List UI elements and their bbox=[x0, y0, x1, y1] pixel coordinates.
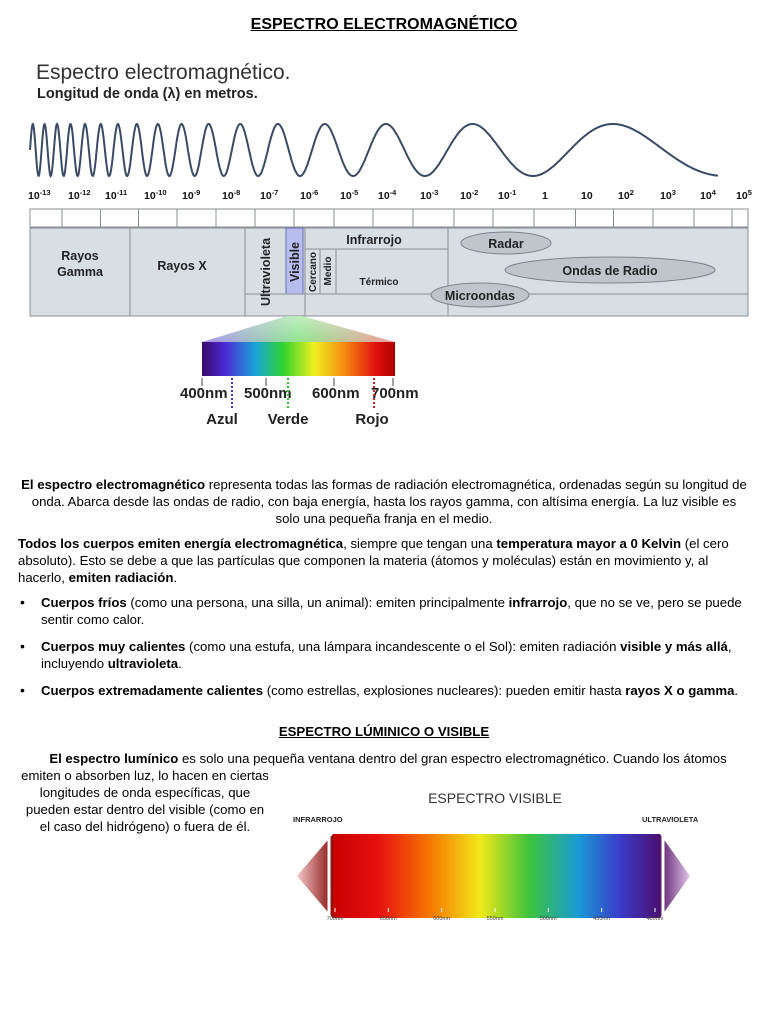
region-infrared: Infrarrojo bbox=[346, 233, 402, 247]
figure-title: Espectro electromagnético. bbox=[36, 61, 291, 84]
p2-text-2: (el cero absoluto). Esto se debe a que las partículas que componen la materia (átomos y moléculas) están en movimiento y, al hacerlo, bbox=[18, 536, 729, 585]
region-uv: Ultravioleta bbox=[259, 237, 273, 307]
visible-tick-label: 600nm bbox=[433, 916, 451, 922]
tick-label: 10 bbox=[581, 190, 593, 202]
visible-spectrum-band bbox=[333, 834, 660, 918]
item-bold-2: visible y más allá bbox=[620, 639, 728, 654]
tick-label: 1 bbox=[542, 190, 548, 202]
item-bold-1: Cuerpos fríos bbox=[41, 595, 127, 610]
tick-label: $10^{-11}$ bbox=[105, 188, 128, 202]
item-bold-3: ultravioleta bbox=[107, 656, 179, 671]
intro-text: representa todas las formas de radiación electromagnética, ordenadas según su longitud de onda. Abarca desde las ondas de radio, con baja energía, hasta los rayos gamma, con altísima energía. La luz visible es solo una pequeña franja en el medio. bbox=[31, 477, 747, 526]
tick-label: $10^{-6}$ bbox=[300, 188, 319, 202]
color-verde: Verde bbox=[267, 411, 309, 428]
visible-tick-label: 550nm bbox=[486, 916, 504, 922]
p2-bold-3: emiten radiación bbox=[68, 570, 174, 585]
color-azul: Azul bbox=[206, 411, 238, 428]
item-text-2: , que no se ve, pero se puede sentir como calor. bbox=[41, 595, 742, 627]
visible-tick-label: 450nm bbox=[593, 916, 611, 922]
item-text-1: (como estrellas, explosiones nucleares): pueden emitir hasta bbox=[263, 683, 626, 698]
list-item bbox=[18, 682, 750, 699]
p2-text-1: , siempre que tengan una bbox=[343, 536, 497, 551]
nm-label: 400nm bbox=[180, 385, 228, 402]
item-text-2: , incluyendo bbox=[41, 639, 732, 671]
item-bold-1: Cuerpos extremadamente calientes bbox=[41, 683, 264, 698]
visible-rainbow bbox=[202, 342, 395, 376]
visible-tick-label: 650nm bbox=[379, 916, 397, 922]
nm-label: 600nm bbox=[312, 385, 360, 402]
p2-bold-1: Todos los cuerpos emiten energía electromagnética bbox=[18, 536, 344, 551]
intro-bold: El espectro electromagnético bbox=[21, 477, 206, 492]
tick-label: $10^{-7}$ bbox=[260, 188, 279, 202]
section-subtitle: ESPECTRO LÚMINICO O VISIBLE bbox=[278, 724, 490, 739]
visible-spectrum-figure bbox=[285, 784, 705, 924]
tick-label: $10^{-9}$ bbox=[182, 188, 201, 202]
item-bold-2: rayos X o gamma bbox=[625, 683, 735, 698]
wavelength-ticks bbox=[28, 188, 752, 202]
nm-labels bbox=[180, 378, 419, 402]
item-text-1: (como una estufa, una lámpara incandescente o el Sol): emiten radiación bbox=[185, 639, 621, 654]
electromagnetic-spectrum-figure bbox=[20, 52, 755, 442]
tick-label: $10^3$ bbox=[660, 188, 676, 202]
intro-paragraph bbox=[18, 476, 750, 527]
visible-tick-label: 500nm bbox=[539, 916, 557, 922]
region-mid-ir: Medio bbox=[323, 256, 334, 286]
region-radio: Ondas de Radio bbox=[562, 264, 658, 278]
item-text-1: (como una persona, una silla, un animal): emiten principalmente bbox=[126, 595, 509, 610]
infrared-label: INFRARROJO bbox=[293, 815, 343, 824]
region-thermal: Térmico bbox=[359, 277, 399, 288]
list-item bbox=[18, 594, 750, 628]
bodies-list bbox=[18, 594, 750, 709]
tick-label: $10^2$ bbox=[618, 188, 634, 202]
color-rojo: Rojo bbox=[355, 411, 389, 428]
ultraviolet-label: ULTRAVIOLETA bbox=[642, 815, 699, 824]
visible-paragraph-line1 bbox=[18, 750, 758, 767]
tick-label: $10^{-1}$ bbox=[498, 188, 517, 202]
tick-label: $10^{-3}$ bbox=[420, 188, 439, 202]
p3-bold: El espectro lumínico bbox=[49, 751, 179, 766]
region-xray: Rayos X bbox=[157, 259, 207, 273]
figure-subtitle: Longitud de onda (λ) en metros. bbox=[37, 86, 258, 102]
item-bold-2: infrarrojo bbox=[508, 595, 568, 610]
page-title: ESPECTRO ELECTROMAGNÉTICO bbox=[250, 16, 518, 33]
tick-label: $10^5$ bbox=[736, 188, 752, 202]
visible-paragraph-rest: emiten o absorben luz, lo hacen en ciertas longitudes de onda específicas, que pueden estar dentro del visible (como en el caso del hidrógeno) o fuera de él. bbox=[21, 768, 269, 834]
tick-label: $10^{-12}$ bbox=[68, 188, 91, 202]
nm-label: 500nm bbox=[244, 385, 292, 402]
tick-label: $10^{-5}$ bbox=[340, 188, 359, 202]
item-bold-1: Cuerpos muy calientes bbox=[41, 639, 186, 654]
region-gamma-1: Rayos bbox=[61, 249, 99, 263]
visible-tick-label: 400nm bbox=[646, 916, 664, 922]
tick-label: $10^{-2}$ bbox=[460, 188, 479, 202]
region-radar: Radar bbox=[488, 237, 524, 251]
visible-figure-title: ESPECTRO VISIBLE bbox=[428, 790, 562, 806]
region-microwave: Microondas bbox=[444, 289, 516, 303]
visible-tick-label: 700nm bbox=[326, 916, 344, 922]
nm-label: 700nm bbox=[371, 385, 419, 402]
region-gamma-2: Gamma bbox=[57, 265, 103, 279]
tick-label: $10^{-4}$ bbox=[378, 188, 397, 202]
p3-line1: es solo una pequeña ventana dentro del gran espectro electromagnético. Cuando los átomos bbox=[178, 751, 727, 766]
item-text-3: . bbox=[178, 656, 182, 671]
item-text-2: . bbox=[734, 683, 739, 698]
region-near-ir: Cercano bbox=[308, 251, 319, 293]
p2-text-3: . bbox=[173, 570, 178, 585]
tick-label: $10^{-10}$ bbox=[144, 188, 167, 202]
region-visible: Visible bbox=[288, 241, 302, 283]
tick-label: $10^4$ bbox=[700, 188, 716, 202]
emission-paragraph bbox=[18, 535, 750, 586]
p2-bold-2: temperatura mayor a 0 Kelvin bbox=[496, 536, 682, 551]
list-item bbox=[18, 638, 750, 672]
wave-line bbox=[30, 124, 718, 176]
tick-label: $10^{-8}$ bbox=[222, 188, 241, 202]
tick-label: $10^{-13}$ bbox=[28, 188, 51, 202]
